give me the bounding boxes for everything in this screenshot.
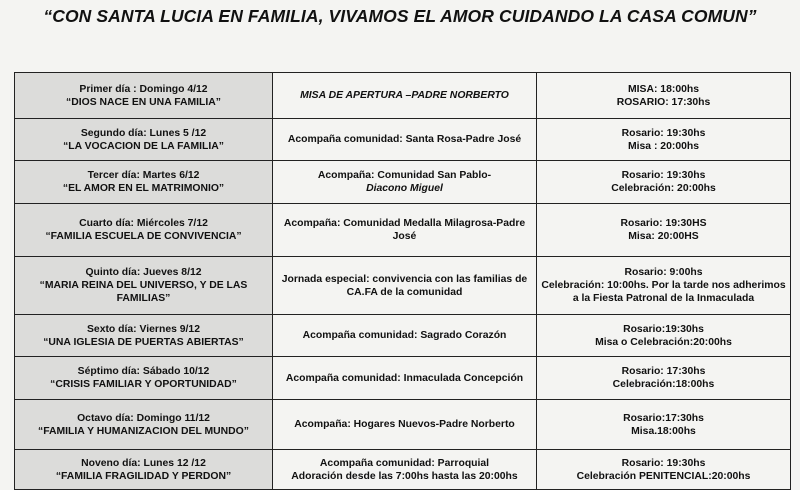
day-theme: “UNA IGLESIA DE PUERTAS ABIERTAS” [43, 336, 244, 348]
table-row [15, 119, 791, 161]
schedule-line: Rosario:17:30hs [623, 412, 704, 424]
day-cell [15, 257, 273, 315]
activity-cell [273, 119, 537, 161]
schedule-cell [537, 204, 791, 257]
activity-line: Adoración desde las 7:00hs hasta las 20:00hs [291, 470, 518, 482]
day-cell [15, 119, 273, 161]
day-theme: “FAMILIA ESCUELA DE CONVIVENCIA” [45, 231, 242, 242]
table-row [15, 161, 791, 204]
table-row [15, 73, 791, 119]
schedule-line: Rosario: 19:30HS [620, 218, 707, 229]
schedule-line: Rosario: 9:00hs [624, 267, 703, 278]
activity-line: MISA DE APERTURA –PADRE NORBERTO [300, 90, 509, 101]
schedule-cell [537, 257, 791, 315]
day-theme: “CRISIS FAMILIAR Y OPORTUNIDAD” [50, 379, 237, 390]
day-cell [15, 204, 273, 257]
activity-cell [273, 204, 537, 257]
schedule-line: Celebración PENITENCIAL:20:00hs [576, 470, 751, 482]
activity-line: Acompaña comunidad: Inmaculada Concepción [285, 372, 524, 384]
schedule-cell [537, 73, 791, 119]
schedule-line: Misa.18:00hs [631, 425, 696, 437]
table-row [15, 315, 791, 357]
activity-cell [273, 357, 537, 400]
schedule-line: Celebración: 20:00hs [611, 183, 716, 194]
document-title: “CON SANTA LUCIA EN FAMILIA, VIVAMOS EL AMOR CUIDANDO LA CASA COMUN” [43, 6, 757, 26]
activity-line: Acompaña: Hogares Nuevos-Padre Norberto [294, 419, 515, 430]
schedule-cell [537, 357, 791, 400]
schedule-cell [537, 315, 791, 357]
table-row [15, 204, 791, 257]
schedule-line: MISA: 18:00hs [627, 83, 700, 95]
table-row [15, 357, 791, 400]
activity-line: Acompaña comunidad: Santa Rosa-Padre José [287, 134, 522, 145]
schedule-line: Celebración:18:00hs [612, 379, 715, 390]
day-theme: “MARIA REINA DEL UNIVERSO, Y DE LAS FAMILIAS” [39, 280, 248, 304]
schedule-cell [537, 400, 791, 450]
activity-cell [273, 161, 537, 204]
activity-line: Acompaña comunidad: Sagrado Corazón [302, 330, 507, 341]
day-label: Primer día : Domingo 4/12 [79, 83, 208, 95]
schedule-cell [537, 119, 791, 161]
schedule-line: Misa : 20:00hs [627, 140, 700, 152]
day-theme: “FAMILIA Y HUMANIZACION DEL MUNDO” [38, 425, 249, 437]
novena-schedule-table [14, 72, 791, 490]
activity-cell [273, 257, 537, 315]
schedule-line: Rosario: 19:30hs [621, 457, 706, 469]
activity-line: Acompaña comunidad: Parroquial [319, 457, 490, 469]
activity-line: Jornada especial: convivencia con las familias de CA.FA de la comunidad [281, 273, 528, 298]
day-theme: “EL AMOR EN EL MATRIMONIO” [62, 183, 225, 194]
day-label: Cuarto día: Miércoles 7/12 [79, 218, 208, 229]
table-row [15, 257, 791, 315]
day-cell [15, 357, 273, 400]
day-theme: “DIOS NACE EN UNA FAMILIA” [66, 96, 221, 108]
schedule-line: Rosario: 19:30hs [621, 127, 706, 139]
activity-line: Acompaña: Comunidad Medalla Milagrosa-Padre José [283, 218, 526, 242]
schedule-line: Rosario:19:30hs [623, 323, 704, 335]
schedule-line: Misa o Celebración:20:00hs [595, 336, 732, 348]
schedule-line: ROSARIO: 17:30hs [616, 96, 711, 108]
day-theme: “FAMILIA FRAGILIDAD Y PERDON” [55, 470, 232, 482]
schedule-line: Celebración: 10:00hs. Por la tarde nos adherimos a la Fiesta Patronal de la Inmaculada [541, 280, 786, 304]
schedule-line: Rosario: 19:30hs [621, 170, 706, 181]
day-cell [15, 73, 273, 119]
table-row [15, 400, 791, 450]
activity-line: Acompaña: Comunidad San Pablo- [317, 170, 492, 181]
day-theme: “LA VOCACION DE LA FAMILIA” [63, 140, 224, 152]
activity-cell [273, 400, 537, 450]
schedule-cell [537, 161, 791, 204]
day-cell [15, 315, 273, 357]
day-cell [15, 161, 273, 204]
day-label: Séptimo día: Sábado 10/12 [77, 366, 210, 377]
schedule-line: Rosario: 17:30hs [621, 366, 706, 377]
day-cell [15, 400, 273, 450]
activity-cell [273, 315, 537, 357]
day-label: Octavo día: Domingo 11/12 [77, 412, 210, 424]
activity-cell [273, 73, 537, 119]
day-label: Quinto día: Jueves 8/12 [85, 267, 202, 278]
day-label: Sexto día: Viernes 9/12 [86, 323, 200, 335]
day-label: Segundo día: Lunes 5 /12 [80, 127, 207, 139]
day-label: Tercer día: Martes 6/12 [87, 170, 200, 181]
schedule-line: Misa: 20:00HS [628, 231, 699, 242]
activity-line: Diacono Miguel [366, 183, 443, 194]
day-label: Noveno día: Lunes 12 /12 [81, 457, 206, 469]
